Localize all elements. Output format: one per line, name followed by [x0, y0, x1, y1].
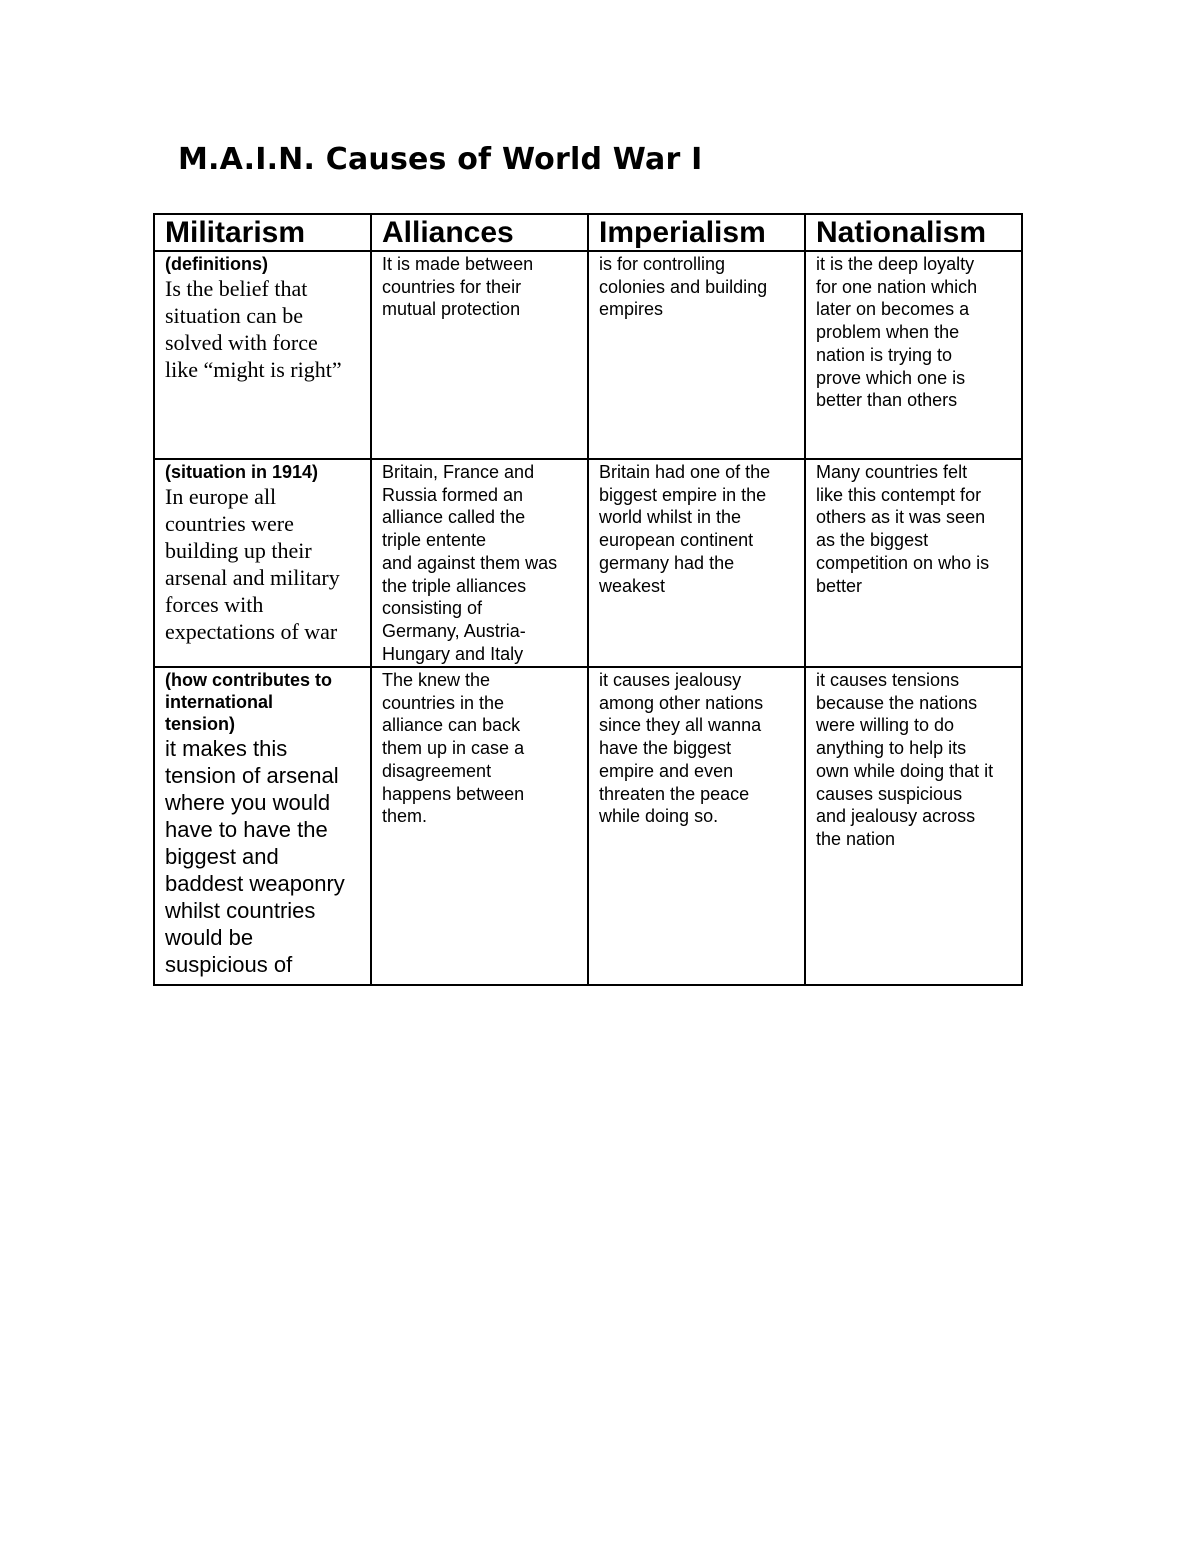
row-label-definitions: (definitions): [165, 254, 268, 274]
header-alliances: Alliances: [371, 214, 588, 251]
alliances-situation-text: Britain, France and Russia formed an alliance called the triple entente and against them was the triple alliances consisting of Germany, Austria- Hungary and Italy: [382, 462, 558, 664]
cell-nationalism-definitions: [805, 251, 1022, 459]
alliances-definition-text: It is made between countries for their mutual protection: [382, 254, 534, 320]
cell-militarism-situation: [154, 459, 371, 667]
cell-imperialism-tension: [588, 667, 805, 985]
imperialism-tension-text: it causes jealousy among other nations since they all wanna have the biggest empire and even threaten the peace while doing so.: [599, 670, 764, 827]
cell-alliances-definitions: [371, 251, 588, 459]
imperialism-definition-text: is for controlling colonies and building empires: [599, 254, 768, 320]
cell-nationalism-situation: [805, 459, 1022, 667]
cell-nationalism-tension: [805, 667, 1022, 985]
alliances-tension-text: The knew the countries in the alliance can back them up in case a disagreement happens between them.: [382, 670, 525, 827]
row-label-tension: (how contributes to international tension): [165, 670, 332, 734]
cell-militarism-definitions: [154, 251, 371, 459]
imperialism-situation-text: Britain had one of the biggest empire in the world whilst in the european continent germany had the weakest: [599, 462, 771, 596]
militarism-definition-text: Is the belief that situation can be solved with force like “might is right”: [165, 276, 342, 382]
table-row-situation: [154, 459, 1022, 667]
row-label-situation: (situation in 1914): [165, 462, 319, 482]
page-title: M.A.I.N. Causes of World War I: [178, 142, 703, 177]
cell-alliances-situation: [371, 459, 588, 667]
header-militarism: Militarism: [154, 214, 371, 251]
table-row-tension: [154, 667, 1022, 985]
main-causes-table: [153, 213, 1023, 986]
table-row-definitions: [154, 251, 1022, 459]
header-row: [154, 214, 1022, 251]
cell-alliances-tension: [371, 667, 588, 985]
militarism-tension-text: it makes this tension of arsenal where you would have to have the biggest and baddest weaponry whilst countries would be suspicious of: [165, 736, 345, 977]
nationalism-tension-text: it causes tensions because the nations were willing to do anything to help its own while doing that it causes suspicious and jealousy across the nation: [816, 670, 994, 849]
cell-imperialism-definitions: [588, 251, 805, 459]
header-imperialism: Imperialism: [588, 214, 805, 251]
nationalism-situation-text: Many countries felt like this contempt for others as it was seen as the biggest competition on who is better: [816, 462, 990, 596]
militarism-situation-text: In europe all countries were building up their arsenal and military forces with expectations of war: [165, 484, 340, 644]
header-nationalism: Nationalism: [805, 214, 1022, 251]
cell-militarism-tension: [154, 667, 371, 985]
nationalism-definition-text: it is the deep loyalty for one nation which later on becomes a problem when the nation is trying to prove which one is better than others: [816, 254, 978, 411]
cell-imperialism-situation: [588, 459, 805, 667]
